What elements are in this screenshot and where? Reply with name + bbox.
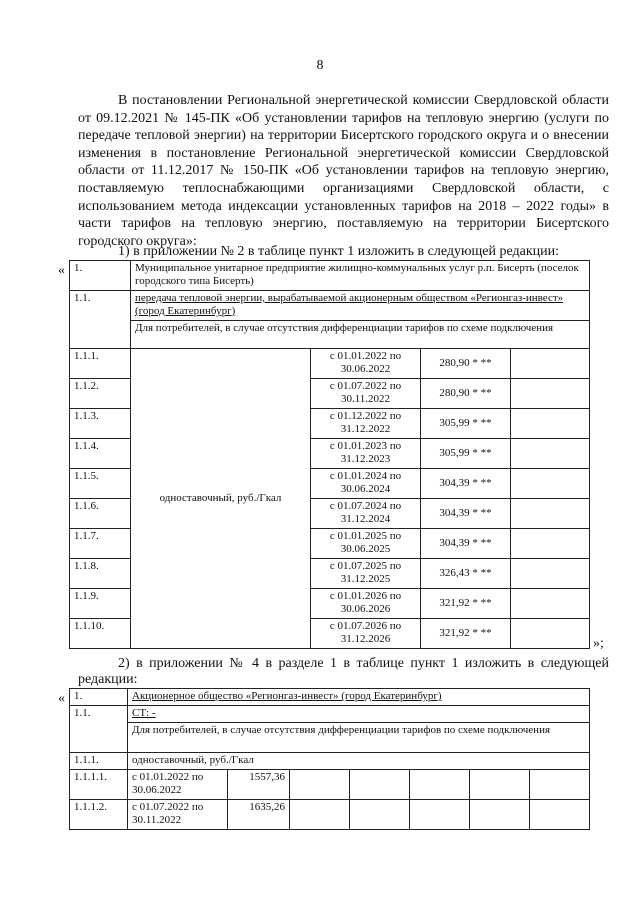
empty-cell: [511, 529, 590, 559]
value-cell: 305,99 * **: [421, 439, 511, 469]
table-row-num: 1.1.6.: [70, 499, 131, 529]
empty-cell: [511, 589, 590, 619]
t2-r4-num: 1.1.1.: [70, 753, 128, 770]
table-row-num: 1.1.2.: [70, 379, 131, 409]
table-row-num: 1.1.1.1.: [70, 770, 128, 800]
empty-cell: [511, 559, 590, 589]
period-cell: с 01.12.2022 по 31.12.2022: [311, 409, 421, 439]
empty-cell: [470, 800, 530, 830]
empty-cell: [350, 770, 410, 800]
empty-cell: [530, 800, 590, 830]
t2-org-name: Акционерное общество «Регионгаз-инвест» (город Екатеринбург): [128, 689, 590, 706]
tariff-table-2: [69, 688, 590, 830]
t1-r1-num: 1.: [70, 261, 131, 291]
table-row-num: 1.1.1.: [70, 349, 131, 379]
t2-rate-label: одноставочный, руб./Гкал: [128, 753, 590, 770]
value-cell: 326,43 * **: [421, 559, 511, 589]
open-quote-2: «: [58, 691, 65, 706]
empty-cell: [511, 499, 590, 529]
value-cell: 305,99 * **: [421, 409, 511, 439]
empty-cell: [511, 619, 590, 649]
empty-cell: [511, 349, 590, 379]
empty-cell: [290, 800, 350, 830]
period-cell: с 01.07.2022 по 30.11.2022: [311, 379, 421, 409]
period-cell: с 01.01.2023 по 31.12.2023: [311, 439, 421, 469]
table-row-num: 1.1.1.2.: [70, 800, 128, 830]
period-cell: с 01.07.2024 по 31.12.2024: [311, 499, 421, 529]
open-quote-1: «: [58, 263, 65, 278]
empty-cell: [290, 770, 350, 800]
table-row-num: 1.1.7.: [70, 529, 131, 559]
intro-paragraph: В постановлении Региональной энергетической комиссии Свердловской области от 09.12.2021 № 145-ПК «Об установлении тарифов на тепловую энергию (услуги по передаче тепловой энергии) на территории Бисертского городского округа и о внесении изменения в постановление Региональной энергетической комиссии Свердловской области от 11.12.2017 № 150-ПК «Об установлении тарифов на тепловую энергию, поставляемую теплоснабжающими организациями Свердловской области, с использованием метода индексации установленных тарифов на 2018 – 2022 годы» в части тарифов на тепловую энергию, поставляемую на территории Бисертского городского округа»:: [78, 93, 609, 249]
period-cell: с 01.01.2026 по 30.06.2026: [311, 589, 421, 619]
empty-cell: [511, 469, 590, 499]
t2-system-text: СТ: -: [128, 706, 590, 723]
tariff-table-1: [69, 260, 590, 649]
close-quote-1: »;: [593, 636, 604, 651]
period-cell: с 01.07.2026 по 31.12.2026: [311, 619, 421, 649]
period-cell: с 01.07.2022 по 30.11.2022: [128, 800, 228, 830]
t2-r2-num: 1.1.: [70, 706, 128, 753]
period-cell: с 01.01.2022 по 30.06.2022: [311, 349, 421, 379]
empty-cell: [530, 770, 590, 800]
t1-r2-num: 1.1.: [70, 291, 131, 349]
value-cell: 280,90 * **: [421, 379, 511, 409]
empty-cell: [511, 379, 590, 409]
t2-consumers-text: Для потребителей, в случае отсутствия дифференциации тарифов по схеме подключения: [128, 723, 590, 753]
period-cell: с 01.01.2024 по 30.06.2024: [311, 469, 421, 499]
t1-consumers-text: Для потребителей, в случае отсутствия дифференциации тарифов по схеме подключения: [131, 321, 590, 349]
empty-cell: [511, 439, 590, 469]
period-cell: с 01.01.2025 по 30.06.2025: [311, 529, 421, 559]
table-row-num: 1.1.9.: [70, 589, 131, 619]
value-cell: 1635,26: [228, 800, 290, 830]
empty-cell: [511, 409, 590, 439]
t1-rate-label: одноставочный, руб./Гкал: [131, 349, 311, 649]
t1-org-name: Муниципальное унитарное предприятие жилищно-коммунальных услуг р.п. Бисерть (поселок городского типа Бисерть): [131, 261, 590, 291]
t2-r1-num: 1.: [70, 689, 128, 706]
table-row-num: 1.1.10.: [70, 619, 131, 649]
period-cell: с 01.01.2022 по 30.06.2022: [128, 770, 228, 800]
table-row-num: 1.1.4.: [70, 439, 131, 469]
empty-cell: [410, 800, 470, 830]
item-1-text: 1) в приложении № 2 в таблице пункт 1 изложить в следующей редакции:: [118, 244, 559, 259]
value-cell: 304,39 * **: [421, 529, 511, 559]
value-cell: 304,39 * **: [421, 499, 511, 529]
table-row-num: 1.1.5.: [70, 469, 131, 499]
period-cell: с 01.07.2025 по 31.12.2025: [311, 559, 421, 589]
empty-cell: [470, 770, 530, 800]
t1-service-text: передача тепловой энергии, вырабатываемой акционерным обществом «Регионгаз-инвест» (город Екатеринбург): [131, 291, 590, 321]
table-row-num: 1.1.3.: [70, 409, 131, 439]
empty-cell: [350, 800, 410, 830]
item-2-text: 2) в приложении № 4 в разделе 1 в таблице пункт 1 изложить в следующей редакции:: [78, 656, 609, 687]
value-cell: 321,92 * **: [421, 589, 511, 619]
table-row-num: 1.1.8.: [70, 559, 131, 589]
value-cell: 1557,36: [228, 770, 290, 800]
page-number: 8: [316, 58, 324, 73]
value-cell: 304,39 * **: [421, 469, 511, 499]
empty-cell: [410, 770, 470, 800]
value-cell: 321,92 * **: [421, 619, 511, 649]
value-cell: 280,90 * **: [421, 349, 511, 379]
